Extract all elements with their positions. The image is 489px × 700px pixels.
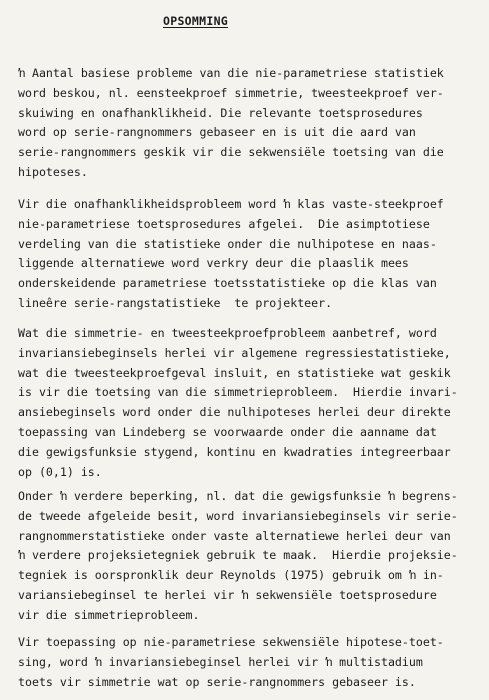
text-line: vir die simmetrieprobleem. <box>18 607 200 622</box>
text-line: op (0,1) is. <box>18 464 102 479</box>
text-line: tegniek is oorspronklik deur Reynolds (1975) gebruik om ŉ in- <box>18 568 444 583</box>
text-line: rangnommerstatistieke onder vaste alternatiewe herlei deur van <box>18 528 451 543</box>
text-line: toets vir simmetrie wat op serie-rangnommers gebaseer is. <box>18 674 416 689</box>
text-line: Wat die simmetrie- en tweesteekproefprobleem aanbetref, word <box>18 326 437 340</box>
text-line: variansiebeginsel te herlei vir ŉ sekwensiële toetsprosedure <box>18 587 437 602</box>
text-line: word beskou, nl. eensteekproef simmetrie, tweesteekproef ver- <box>18 85 444 100</box>
text-line: hipoteses. <box>18 164 88 179</box>
text-line: ansiebeginsels word onder die nulhipoteses herlei deur direkte <box>18 405 451 420</box>
text-line: Onder ŉ verdere beperking, nl. dat die gewigsfunksie ŉ begrens- <box>18 489 458 503</box>
text-line: die gewigsfunksie stygend, kontinu en kwadraties integreerbaar <box>18 444 451 459</box>
page-heading: OPSOMMING <box>163 14 229 28</box>
text-line: de tweede afgeleide besit, word invariansiebeginsels vir serie- <box>18 508 458 523</box>
text-line: onderskeidende parametriese toetsstatistieke op die klas van <box>18 276 437 291</box>
text-line: sing, word ŉ invariansiebeginsel herlei vir ŉ multistadium <box>18 654 423 669</box>
text-line: nie-parametriese toetsprosedures afgelei. Die asimptotiese <box>18 216 430 231</box>
text-line: ŉ Aantal basiese probleme van die nie-parametriese statistiek <box>18 66 444 80</box>
paragraph <box>18 195 483 314</box>
text-line: Vir toepassing op nie-parametriese sekwensiële hipotese-toet- <box>18 635 444 649</box>
paragraph <box>18 64 483 183</box>
text-line: skuiwing en onafhanklikheid. Die relevante toetsprosedures <box>18 105 423 120</box>
text-line: toepassing van Lindeberg se voorwaarde onder die aanname dat <box>18 424 437 439</box>
paragraph <box>18 487 483 626</box>
text-line: lineêre serie-rangstatistieke te projekteer. <box>18 295 333 310</box>
text-line: liggende alternatiewe word verkry deur die plaaslik mees <box>18 256 409 271</box>
text-line: wat die tweesteekproefgeval insluit, en statistieke wat geskik <box>18 365 451 380</box>
paragraph <box>18 633 483 692</box>
text-line: ŉ verdere projeksietegniek gebruik te maak. Hierdie projeksie- <box>18 548 458 563</box>
paragraph <box>18 324 483 482</box>
text-line: Vir die onafhanklikheidsprobleem word ŉ klas vaste-steekproef <box>18 197 444 211</box>
text-line: verdeling van die statistieke onder die nulhipotese en naas- <box>18 236 437 251</box>
text-line: serie-rangnommers geskik vir die sekwensiële toetsing van die <box>18 145 444 160</box>
text-line: word op serie-rangnommers gebaseer en is uit die aard van <box>18 125 416 140</box>
text-line: invariansiebeginsels herlei vir algemene regressiestatistieke, <box>18 345 451 360</box>
text-line: is vir die toetsing van die simmetrieprobleem. Hierdie invari- <box>18 385 458 400</box>
